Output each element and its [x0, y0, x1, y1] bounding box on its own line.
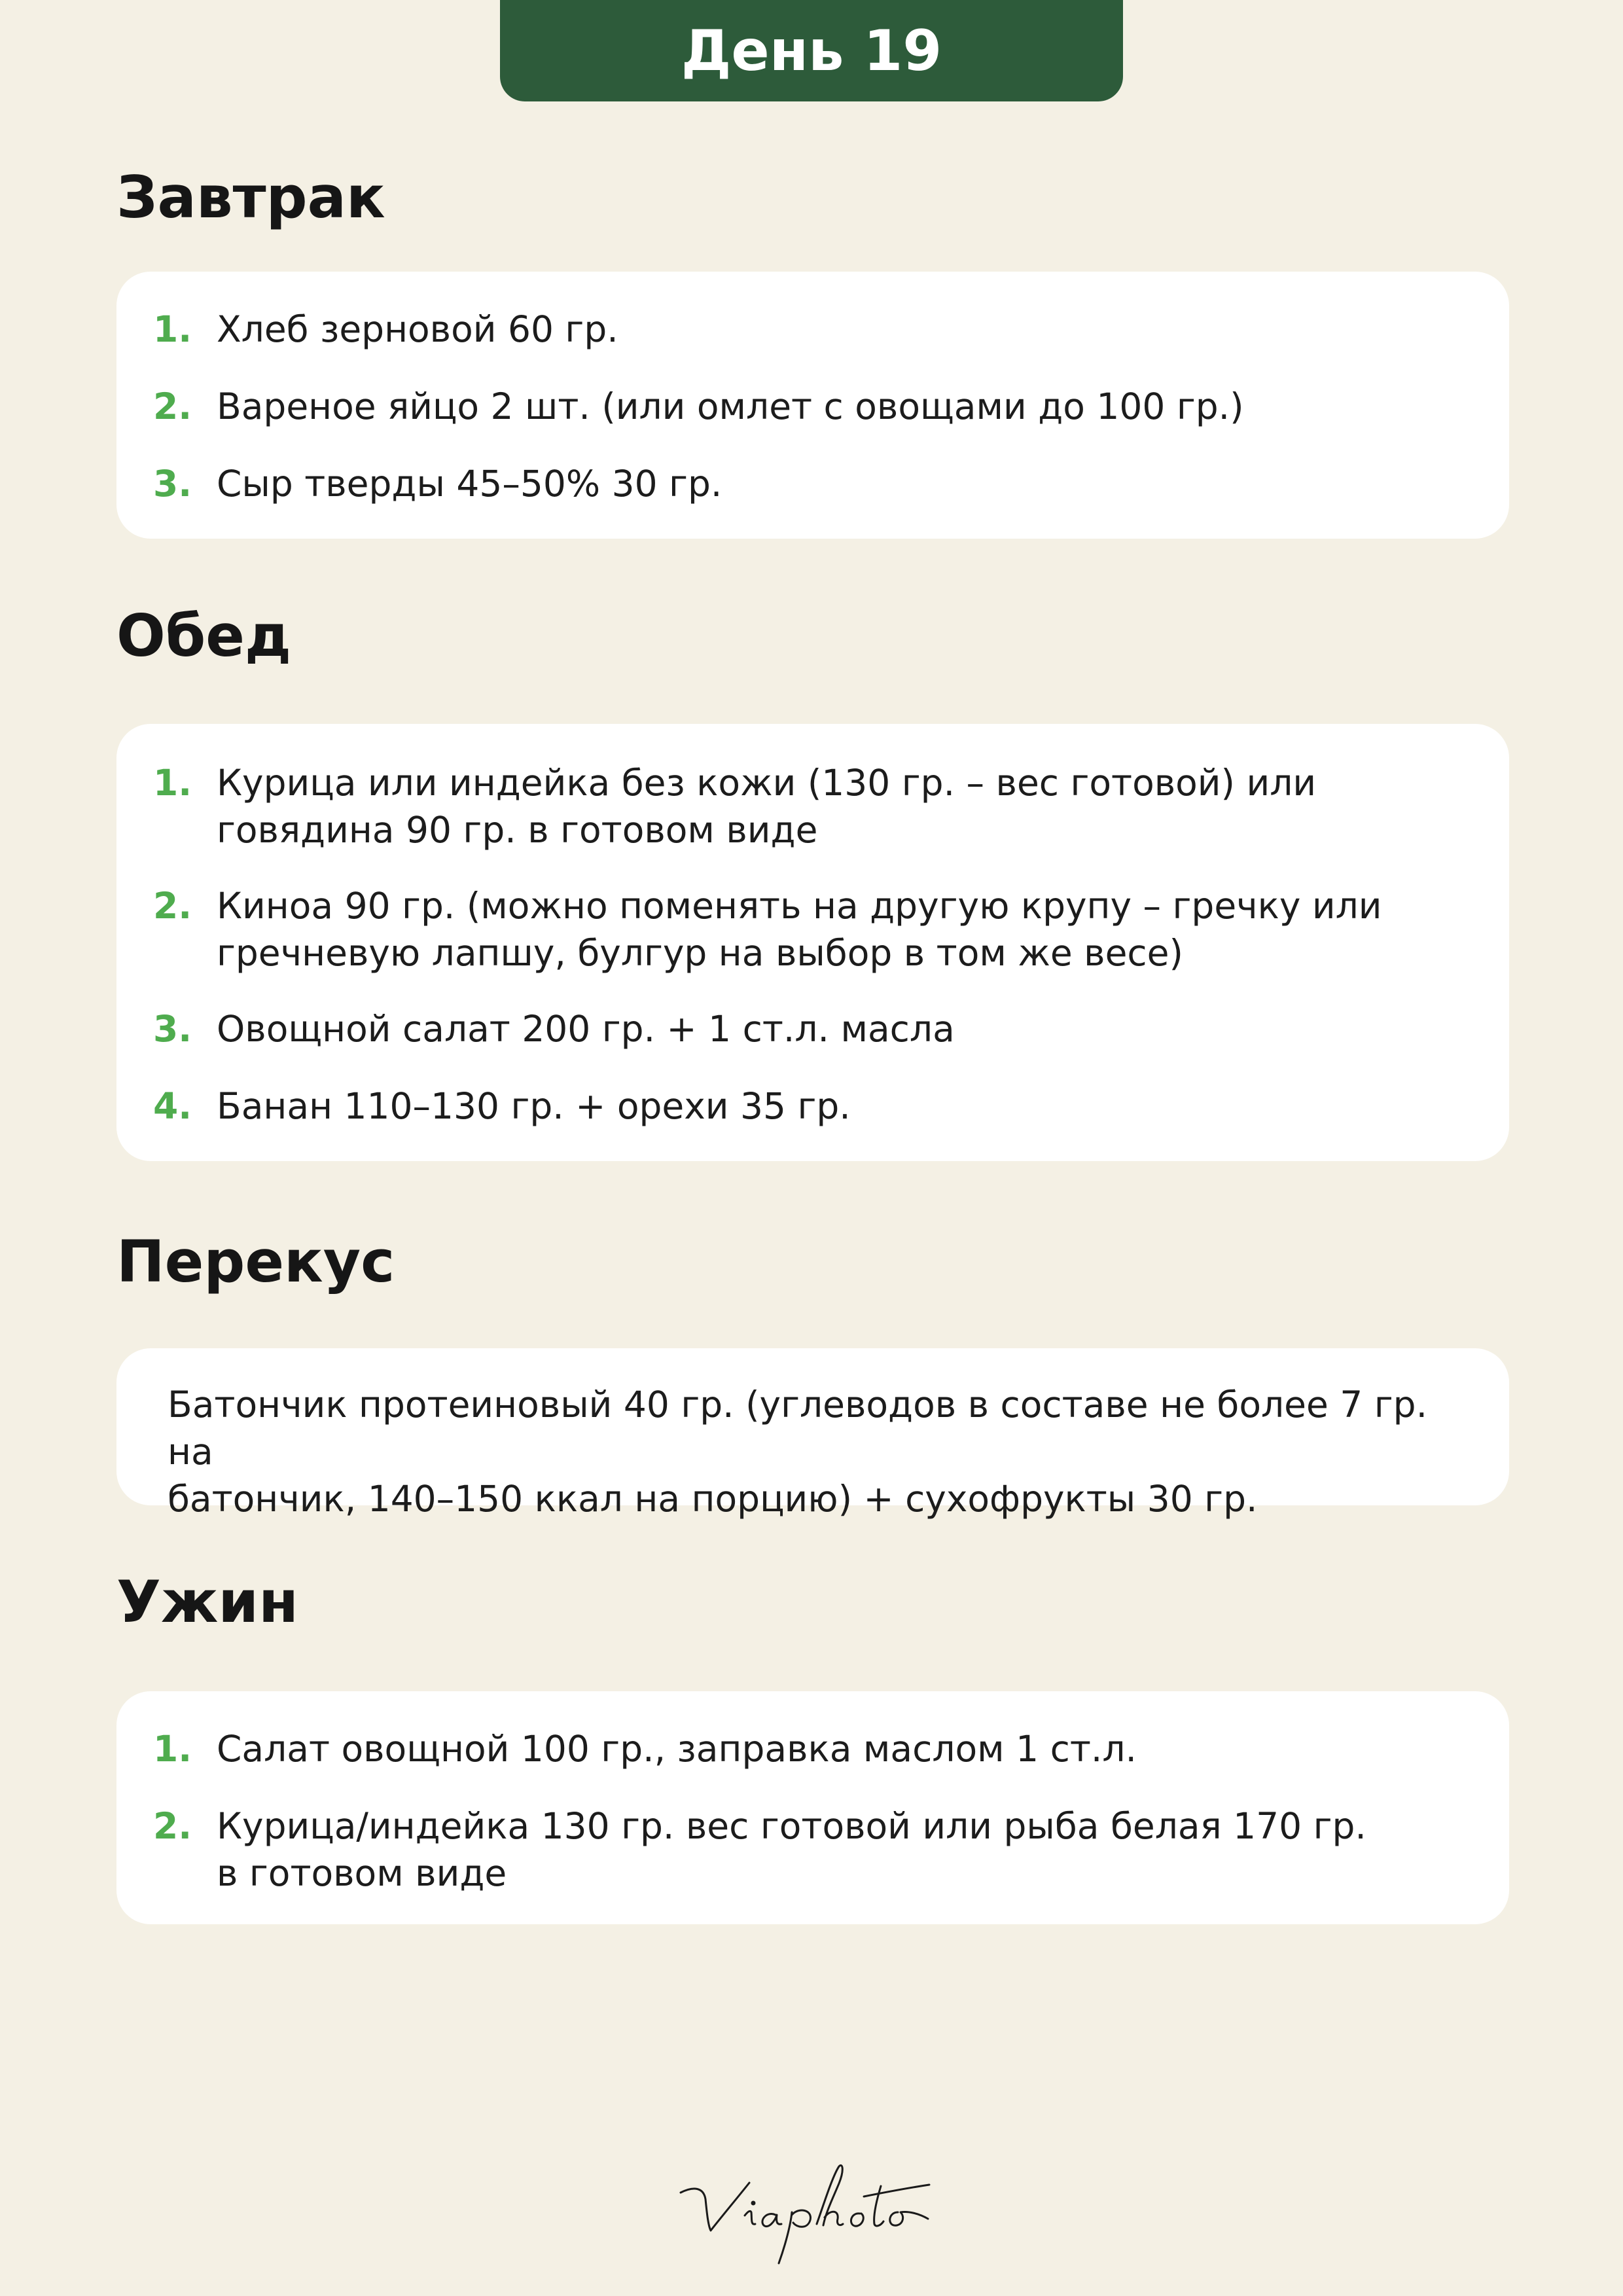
snack-text: Батончик протеиновый 40 гр. (углеводов в составе не более 7 гр. на батончик, 140–150 ккал на порцию) + сухофрукты 30 гр.: [168, 1384, 1428, 1520]
item-text: Сыр тверды 45–50% 30 гр.: [217, 463, 722, 505]
section-title-dinner: Ужин: [116, 1568, 298, 1636]
item-text: Курица или индейка без кожи (130 гр. – вес готовой) или говядина 90 гр. в готовом виде: [217, 762, 1317, 851]
dinner-card: [116, 1691, 1509, 1924]
item-number: 2.: [153, 386, 192, 427]
item-text: Киноа 90 гр. (можно поменять на другую крупу – гречку или гречневую лапшу, булгур на выбор в том же весе): [217, 885, 1382, 974]
item-text: Хлеб зерновой 60 гр.: [217, 308, 618, 350]
breakfast-card: [116, 272, 1509, 539]
item-number: 1.: [153, 762, 192, 804]
item-text: Вареное яйцо 2 шт. (или омлет с овощами до 100 гр.): [217, 386, 1244, 427]
day-title: День 19: [681, 18, 942, 84]
item-number: 1.: [153, 1728, 192, 1770]
item-number: 4.: [153, 1085, 192, 1127]
snack-card: [116, 1348, 1509, 1520]
section-title-snack: Перекус: [116, 1228, 395, 1295]
item-number: 3.: [153, 1008, 192, 1050]
section-title-breakfast: Завтрак: [116, 164, 385, 231]
item-text: Банан 110–130 гр. + орехи 35 гр.: [217, 1085, 851, 1127]
item-text: Салат овощной 100 гр., заправка маслом 1 ст.л.: [217, 1728, 1137, 1770]
item-number: 2.: [153, 1805, 192, 1847]
day-title-tab: [500, 0, 1123, 101]
via-photo-signature-logo: [668, 2147, 955, 2271]
item-number: 2.: [153, 885, 192, 927]
section-title-lunch: Обед: [116, 602, 292, 670]
lunch-card: [116, 724, 1509, 1161]
item-text: Курица/индейка 130 гр. вес готовой или рыба белая 170 гр. в готовом виде: [217, 1805, 1366, 1894]
item-text: Овощной салат 200 гр. + 1 ст.л. масла: [217, 1008, 955, 1050]
item-number: 3.: [153, 463, 192, 505]
item-number: 1.: [153, 308, 192, 350]
